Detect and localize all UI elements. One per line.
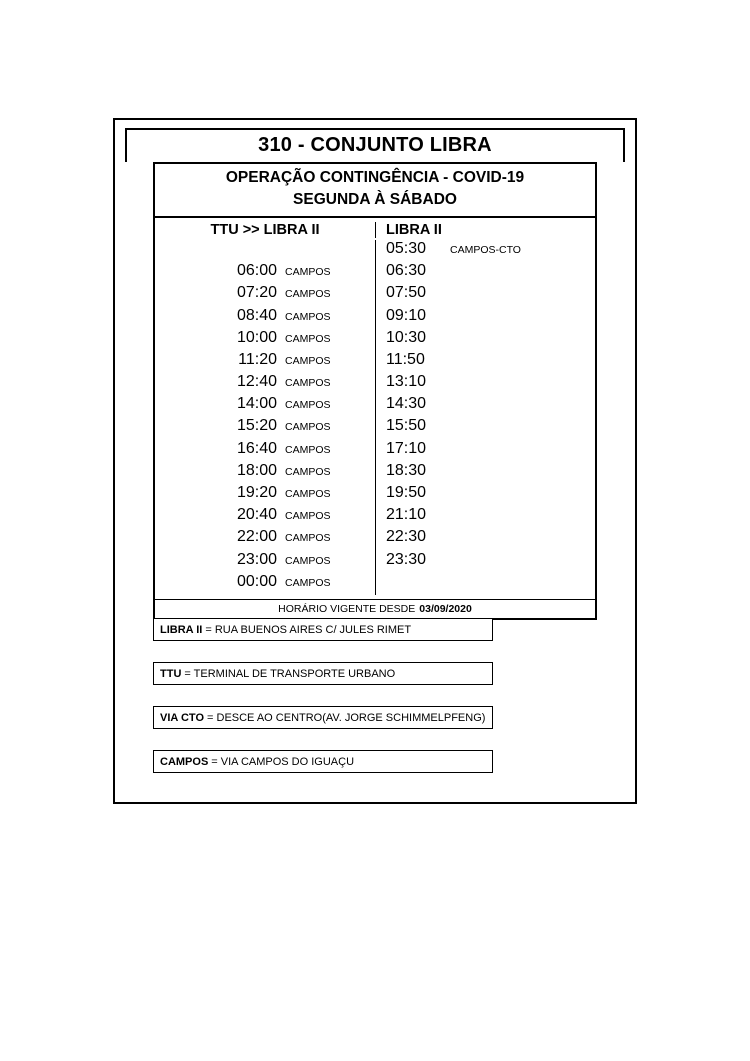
departure-time: 17:10: [386, 439, 427, 457]
legend-item-ttu: [153, 662, 493, 685]
table-row: [386, 307, 595, 329]
departure-time: 23:30: [386, 550, 427, 568]
legend-item-campos: [153, 750, 493, 773]
departure-time: 06:00: [236, 262, 277, 280]
table-row: [386, 462, 595, 484]
timetable: [153, 218, 597, 620]
table-row: [155, 351, 375, 373]
table-row: [386, 484, 595, 506]
legend-key: TTU: [160, 667, 182, 680]
departure-time: 11:20: [238, 350, 277, 368]
table-row: [386, 506, 595, 528]
departure-note: CAMPOS: [285, 443, 331, 456]
table-row: [386, 351, 595, 373]
departure-time: 19:50: [386, 484, 427, 501]
departure-time: 07:50: [386, 284, 427, 302]
legend-item-libra-ii: [153, 618, 493, 641]
table-row: [386, 417, 595, 439]
legend-item-via-cto: [153, 706, 493, 729]
departure-note: CAMPOS: [285, 488, 331, 500]
schedule-subtitle: [153, 162, 597, 218]
table-row: [386, 262, 595, 284]
departure-note: CAMPOS: [285, 354, 331, 367]
legend-key: VIA CTO: [160, 711, 205, 724]
departure-time: 22:30: [386, 528, 427, 546]
column-header-outbound: TTU >> LIBRA II: [210, 221, 320, 238]
departure-time: 06:30: [386, 262, 427, 280]
departure-time: 20:40: [236, 506, 277, 524]
table-row: [386, 240, 595, 262]
table-row: [155, 395, 375, 417]
table-row: [155, 417, 375, 439]
departure-note: CAMPOS-CTO: [450, 243, 521, 256]
legend-value: = VIA CAMPOS DO IGUAÇU: [211, 755, 355, 768]
table-row: [155, 528, 375, 550]
departure-time: 10:00: [236, 328, 277, 346]
table-row: [386, 528, 595, 550]
departure-note: CAMPOS: [285, 266, 331, 279]
timetable-body: [155, 240, 595, 599]
table-row: [155, 262, 375, 284]
document-frame: [113, 118, 637, 804]
departure-note: CAMPOS: [285, 465, 331, 478]
departure-time: 05:30: [386, 239, 427, 257]
departure-time: 09:10: [386, 306, 427, 324]
table-row: [155, 484, 375, 506]
legend-key: LIBRA II: [160, 623, 203, 636]
departure-note: CAMPOS: [285, 399, 331, 412]
departure-time: 19:20: [236, 484, 277, 501]
departure-time: 16:40: [236, 439, 277, 457]
table-row: [386, 284, 595, 306]
departure-note: CAMPOS: [285, 421, 331, 434]
departure-time: 18:00: [236, 461, 277, 479]
table-row: [155, 373, 375, 395]
departure-time: 12:40: [236, 373, 277, 391]
legend-list: [153, 618, 493, 794]
table-row: [386, 395, 595, 417]
timetable-headers: [155, 218, 595, 240]
inbound-column: [375, 240, 595, 595]
legend-value: = DESCE AO CENTRO(AV. JORGE SCHIMMELPFENG): [207, 711, 486, 724]
subtitle-line-1: OPERAÇÃO CONTINGÊNCIA - COVID-19: [225, 169, 525, 186]
departure-note: CAMPOS: [285, 510, 331, 523]
departure-time: 21:10: [386, 506, 427, 524]
validity-footer: [155, 599, 595, 618]
table-row: [155, 506, 375, 528]
departure-note: CAMPOS: [285, 554, 331, 567]
departure-note: CAMPOS: [285, 377, 331, 390]
table-row: [155, 551, 375, 573]
schedule-card: [125, 128, 625, 620]
page-title: 310 - CONJUNTO LIBRA: [125, 128, 625, 162]
table-row: [386, 329, 595, 351]
departure-time: 14:00: [236, 395, 277, 413]
departure-time: 13:10: [386, 373, 427, 391]
departure-time: 00:00: [236, 572, 277, 590]
outbound-column: [155, 240, 375, 595]
departure-note: CAMPOS: [285, 310, 331, 323]
departure-time: 14:30: [386, 395, 427, 413]
departure-note: CAMPOS: [285, 332, 331, 345]
departure-time: 08:40: [236, 306, 277, 324]
subtitle-line-2: SEGUNDA À SÁBADO: [293, 191, 457, 209]
departure-note: CAMPOS: [285, 288, 331, 301]
table-row: [386, 573, 595, 595]
departure-note: CAMPOS: [285, 576, 331, 589]
table-row: [386, 551, 595, 573]
table-row: [155, 440, 375, 462]
departure-note: CAMPOS: [285, 532, 331, 545]
legend-value: = RUA BUENOS AIRES C/ JULES RIMET: [205, 623, 412, 636]
table-row: [386, 440, 595, 462]
departure-time: 23:00: [236, 550, 277, 568]
departure-time: 10:30: [386, 328, 427, 346]
departure-time: 15:20: [236, 417, 277, 435]
table-row: [155, 307, 375, 329]
departure-time: 22:00: [236, 528, 277, 546]
table-row: [155, 284, 375, 306]
departure-time: 18:30: [386, 461, 427, 479]
table-row: [155, 573, 375, 595]
validity-date: 03/09/2020: [419, 602, 472, 615]
column-header-inbound: LIBRA II: [375, 222, 595, 238]
table-row: [155, 240, 375, 262]
table-row: [155, 329, 375, 351]
departure-time: 11:50: [386, 350, 425, 368]
departure-time: 15:50: [386, 417, 427, 435]
legend-key: CAMPOS: [160, 755, 209, 768]
table-row: [155, 462, 375, 484]
table-row: [386, 373, 595, 395]
validity-label: HORÁRIO VIGENTE DESDE: [278, 602, 416, 615]
departure-time: 07:20: [236, 284, 277, 302]
legend-value: = TERMINAL DE TRANSPORTE URBANO: [184, 667, 396, 680]
